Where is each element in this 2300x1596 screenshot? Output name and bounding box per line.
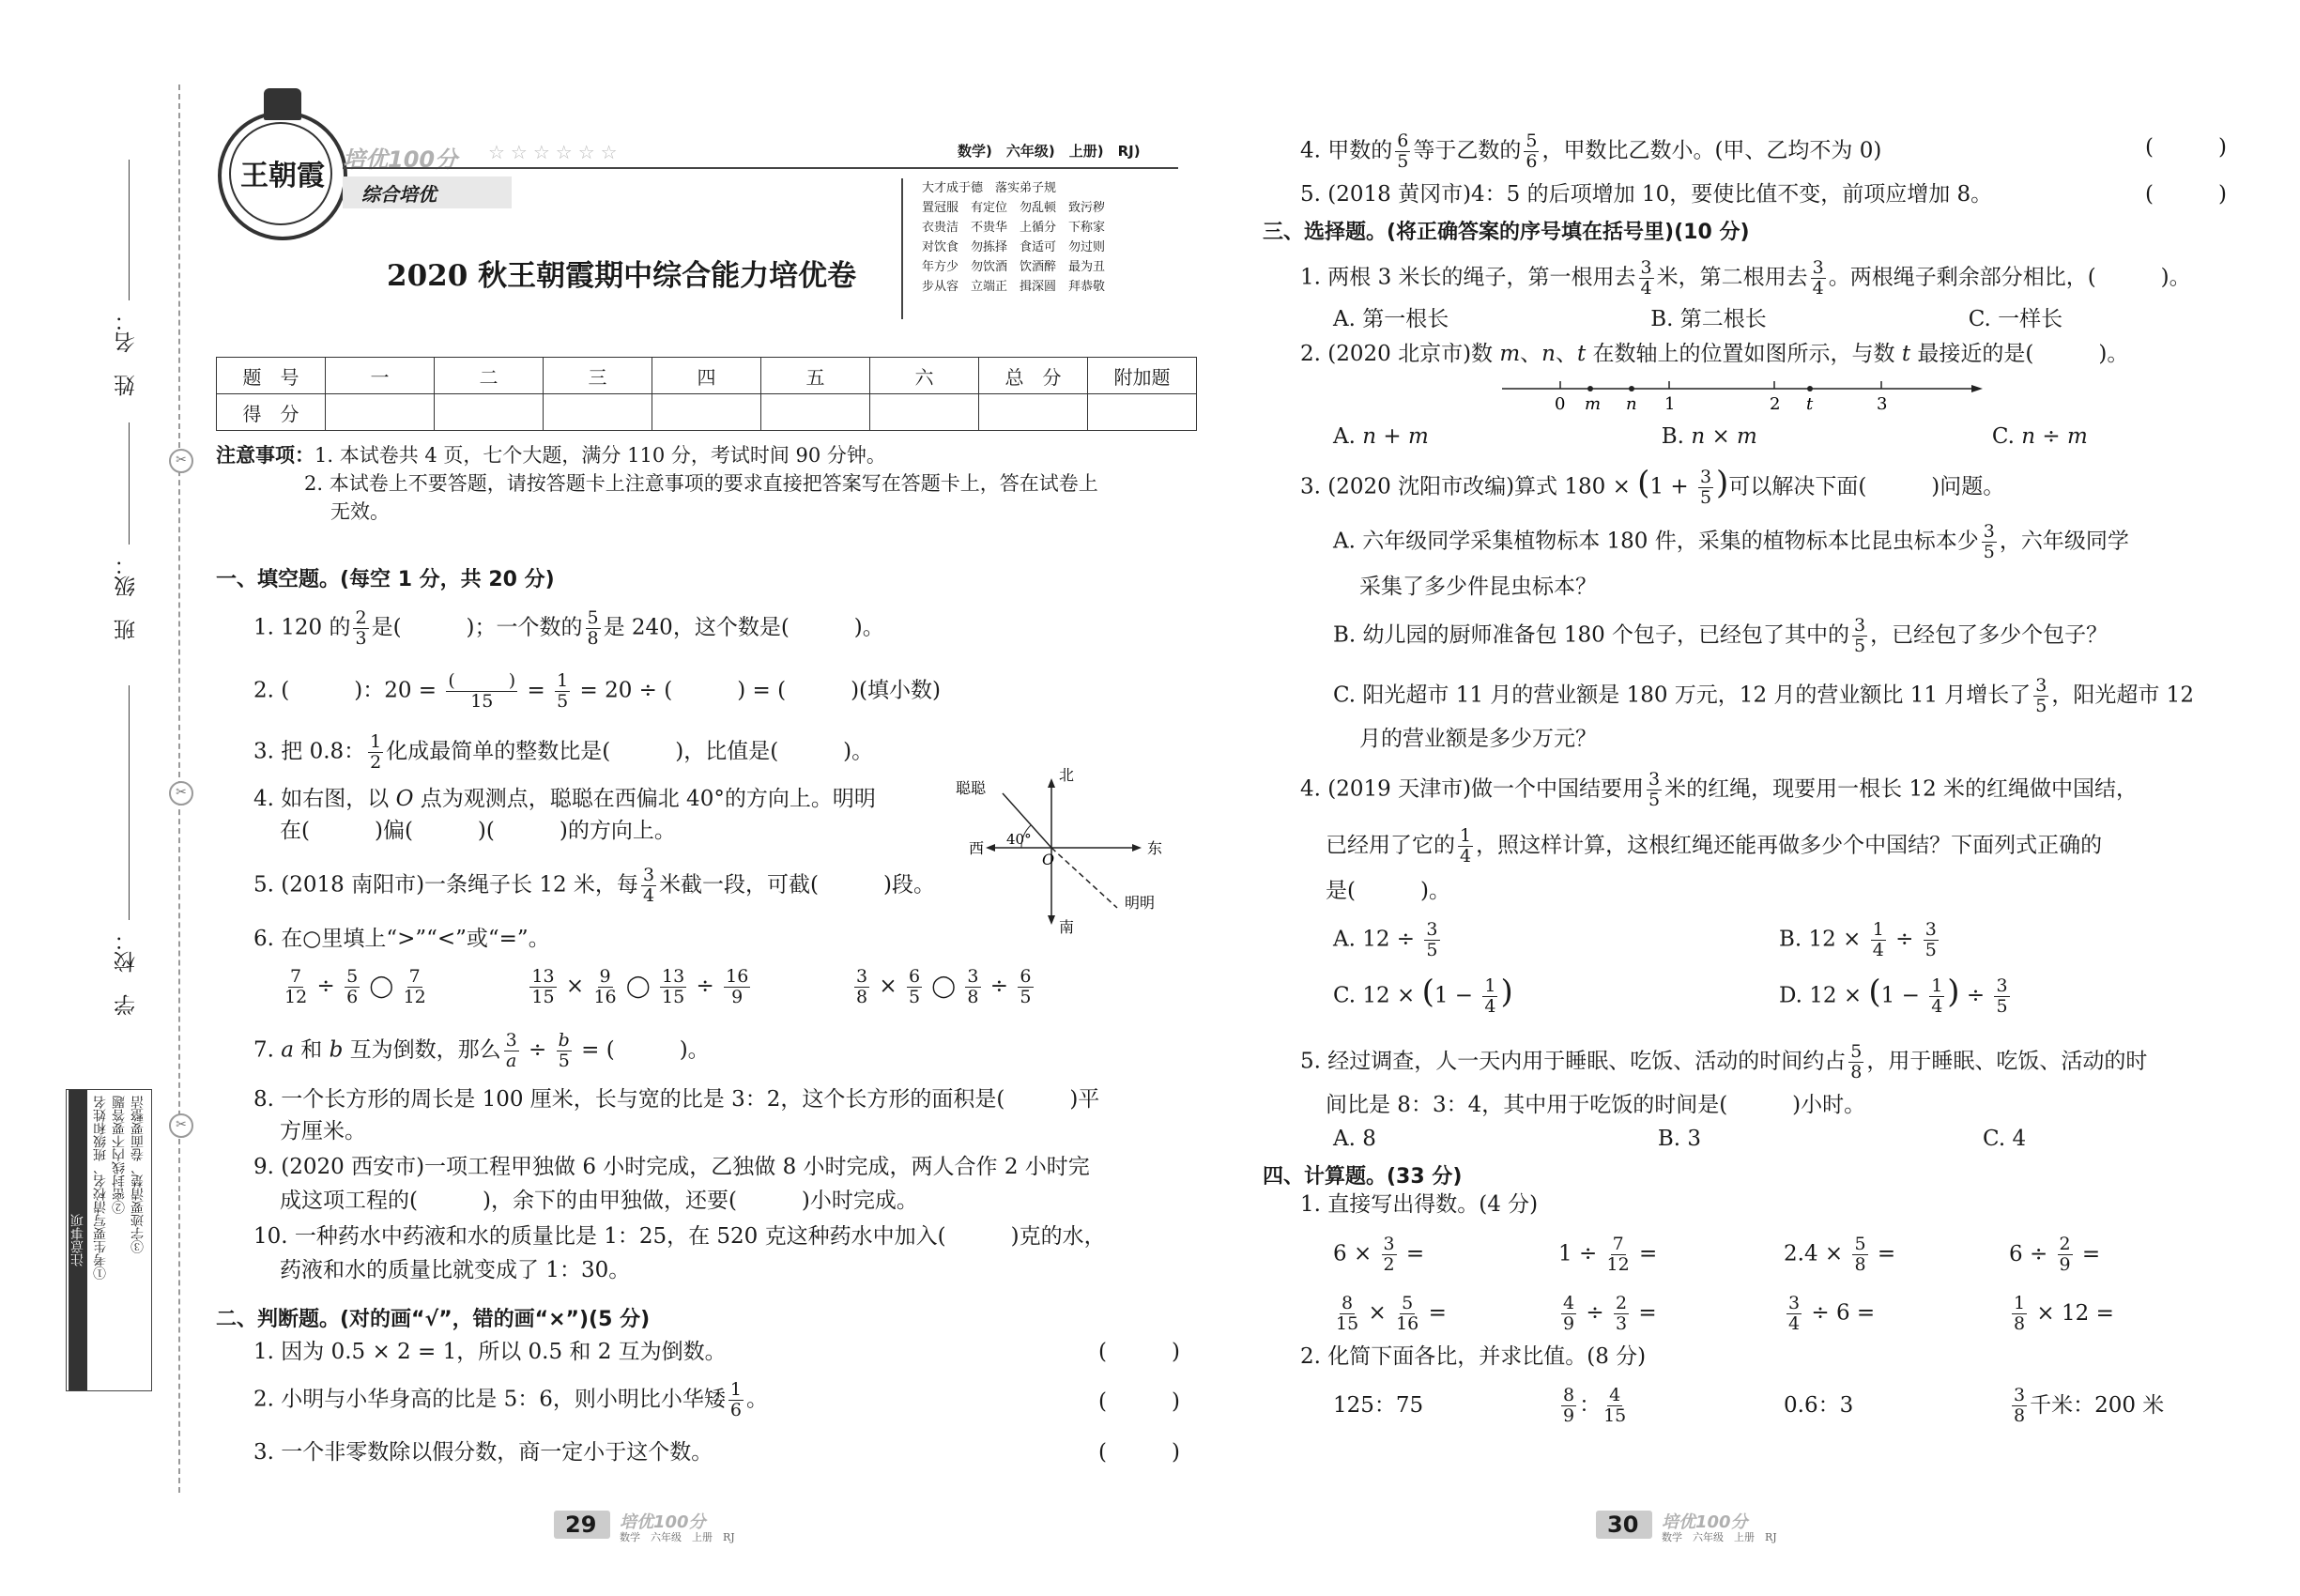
svg-text:西: 西: [969, 839, 985, 857]
question-1-5: 5. (2018 南阳市)一条绳子长 12 米，每 $\frac{3}{4}$ 米截一段，可截( )段。: [253, 865, 935, 906]
option-3-3-a: A. 六年级同学采集植物标本 180 件，采集的植物标本比昆虫标本少 $\frac{3}{5}$ ，六年级同学: [1333, 521, 2129, 562]
option-3-3-c: C. 阳光超市 11 月的营业额是 180 万元，12 月的营业额比 11 月增长了 $\frac{3}{5}$ ，阳光超市 12: [1333, 675, 2194, 716]
section-banner: 综合培优: [343, 176, 512, 208]
left-footer: 29 培优100分 数学 六年级 上册 RJ: [554, 1507, 836, 1544]
svg-text:3: 3: [1877, 394, 1888, 414]
option-3-4-d: D. 12 × (1 − $\frac{1}{4}$ ) ÷ $\frac{3}{5}$: [1779, 973, 2008, 1017]
question-1-10b: 药液和水的质量比就变成了 1：30。: [280, 1258, 631, 1282]
question-1-9b: 成这项工程的( )，余下的由甲独做，还要( )小时完成。: [280, 1189, 918, 1213]
question-3-3: 3. (2020 沈阳市改编)算式 180 × (1 + $\frac{3}{5}$ )可以解决下面( )问题。: [1300, 464, 2005, 508]
logo: 王朝霞: [218, 111, 347, 240]
section-1-title: 一、填空题。(每空 1 分，共 20 分): [216, 568, 555, 591]
right-footer: 30 培优100分 数学 六年级 上册 RJ: [1596, 1507, 1896, 1544]
ratio-row: 125：75 $\frac{8}{9}$ ： $\frac{4}{15}$ 0.6：3 $\frac{3}{8}$ 千米：200 米: [1333, 1385, 2165, 1426]
school-field[interactable]: [113, 685, 150, 1042]
name-label: 姓 名：: [115, 310, 139, 396]
svg-text:明明: 明明: [1125, 894, 1156, 912]
options-3-2: A. n + m B. n × m C. n ÷ m: [1333, 424, 2088, 449]
option-3-4-b: B. 12 × $\frac{1}{4}$ ÷ $\frac{3}{5}$: [1779, 919, 1937, 960]
section-3-title: 三、选择题。(将正确答案的序号填在括号里)(10 分): [1263, 221, 1750, 244]
answer-paren[interactable]: ( ): [1098, 1440, 1180, 1465]
answer-paren[interactable]: ( ): [2145, 135, 2227, 160]
answer-paren[interactable]: ( ): [1098, 1340, 1180, 1364]
question-2-4: 4. 甲数的 $\frac{6}{5}$ 等于乙数的 $\frac{5}{6}$ ，甲数比乙数小。(甲、乙均不为 0): [1300, 130, 1882, 172]
question-1-4: 4. 如右图，以 O 点为观测点，聪聪在西偏北 40°的方向上。明明: [253, 787, 876, 811]
calc-row-2: $\frac{8}{15}$ × $\frac{5}{16}$ = $\frac{4}{9}$ ÷ $\frac{2}{3}$ = $\frac{3}{4}$ ÷ 6 = $\frac{1}{8}$ × 12 =: [1336, 1293, 2114, 1334]
question-2-2: 2. 小明与小华身高的比是 5：6，则小明比小华矮 $\frac{1}{6}$ 。: [253, 1379, 768, 1420]
question-1-2: 2. ( )：20 = $\frac{( )}{15}$ = $\frac{1}{5}$ = 20 ÷ ( ) = ( )(填小数): [253, 670, 941, 712]
number-line: [1502, 376, 1990, 422]
subject-tags: 数学) 六年级) 上册) RJ): [958, 143, 1141, 160]
svg-text:北: 北: [1059, 766, 1075, 784]
svg-text:南: 南: [1059, 918, 1075, 934]
answer-paren[interactable]: ( ): [1098, 1389, 1180, 1414]
question-1-9: 9. (2020 西安市)一项工程甲独做 6 小时完成，乙独做 8 小时完成，两人合作 2 小时完: [253, 1155, 1090, 1179]
question-3-1: 1. 两根 3 米长的绳子，第一根用去 $\frac{3}{4}$ 米，第二根用去 $\frac{3}{4}$ 。两根绳子剩余部分相比，( )。: [1300, 257, 2191, 299]
option-3-3-a2: 采集了多少件昆虫标本？: [1359, 575, 1597, 599]
compass-diagram: [948, 765, 1183, 934]
svg-text:东: 东: [1147, 839, 1163, 857]
svg-text:0: 0: [1555, 394, 1566, 414]
question-1-1: 1. 120 的 $\frac{2}{3}$ 是( )；一个数的 $\frac{5}{8}$ 是 240，这个数是( )。: [253, 607, 884, 649]
scissor-icon: ✂: [169, 449, 193, 473]
question-3-5: 5. 经过调查，人一天内用于睡眠、吃饭、活动的时间约占 $\frac{5}{8}$ ，用于睡眠、吃饭、活动的时: [1300, 1041, 2148, 1082]
question-3-5b: 间比是 8：3：4，其中用于吃饭的时间是( )小时。: [1326, 1093, 1866, 1117]
svg-text:O: O: [1042, 851, 1055, 868]
question-1-6-items: $\frac{7}{12}$ ÷ $\frac{5}{6}$ ◯ $\frac{7}{12}$ $\frac{13}{15}$ × $\frac{9}{16}$ ◯ $\frac{13}{15}$ ÷ $\frac{16}{9}$ $\frac{3}{8}$ × $\frac{6}{5}$ ◯ $\frac{3}{8}$ ÷ $\frac{6}{5}$: [284, 966, 1032, 1007]
question-2-3: 3. 一个非零数除以假分数，商一定小于这个数。: [253, 1440, 713, 1465]
notice-box: 注意事项 ①考生要写清校名、班级和姓名 ②密封线内不要答题 ③字迹要清楚、卷面要整洁: [66, 1089, 152, 1391]
option-3-4-a: A. 12 ÷ $\frac{3}{5}$: [1333, 919, 1438, 960]
question-1-6: 6. 在○里填上“>”“<”或“=”。: [253, 927, 550, 951]
question-2-5: 5. (2018 黄冈市)4：5 的后项增加 10，要使比值不变，前项应增加 8。: [1300, 182, 1993, 207]
question-3-2: 2. (2020 北京市)数 m、n、t 在数轴上的位置如图所示，与数 t 最接近的是( )。: [1300, 342, 2129, 366]
svg-text:1: 1: [1664, 394, 1676, 414]
question-1-8: 8. 一个长方形的周长是 100 厘米，长与宽的比是 3：2，这个长方形的面积是( )平: [253, 1087, 1100, 1112]
question-3-4b: 已经用了它的 $\frac{1}{4}$ ，照这样计算，这根红绳还能再做多少个中国结？下面列式正确的: [1326, 825, 2103, 867]
question-1-7: 7. a 和 b 互为倒数，那么 $\frac{3}{a}$ ÷ $\frac{b}{5}$ = ( )。: [253, 1030, 710, 1071]
svg-text:m: m: [1585, 394, 1602, 414]
question-1-4b: 在( )偏( )( )的方向上。: [280, 819, 676, 843]
scissor-icon: ✂: [169, 781, 193, 806]
svg-text:n: n: [1626, 394, 1637, 414]
calc-row-1: 6 × $\frac{3}{2}$ = 1 ÷ $\frac{7}{12}$ = 2.4 × $\frac{5}{8}$ = 6 ÷ $\frac{2}{9}$ =: [1333, 1234, 2101, 1275]
school-label: 学 校：: [115, 929, 139, 1016]
scissor-icon: ✂: [169, 1113, 193, 1138]
section-4-title: 四、计算题。(33 分): [1263, 1165, 1463, 1189]
option-3-4-c: C. 12 × (1 − $\frac{1}{4}$ ): [1333, 973, 1513, 1017]
class-field[interactable]: [113, 422, 150, 648]
option-3-3-c2: 月的营业额是多少万元？: [1359, 727, 1597, 751]
svg-text:聪聪: 聪聪: [956, 779, 987, 797]
brand-label: 培优100分: [343, 146, 458, 173]
question-1-10: 10. 一种药水中药液和水的质量比是 1：25，在 520 克这种药水中加入( )克的水，: [253, 1224, 1106, 1249]
question-2-1: 1. 因为 0.5 × 2 = 1，所以 0.5 和 2 互为倒数。: [253, 1340, 727, 1364]
question-3-4c: 是( )。: [1326, 879, 1450, 903]
svg-text:2: 2: [1770, 394, 1781, 414]
name-field[interactable]: [113, 160, 150, 396]
svg-text:t: t: [1806, 394, 1814, 414]
section-2-title: 二、判断题。(对的画“√”，错的画“×”)(5 分): [216, 1308, 651, 1331]
question-1-3: 3. 把 0.8： $\frac{1}{2}$ 化成最简单的整数比是( )，比值是( )。: [253, 731, 874, 773]
answer-paren[interactable]: ( ): [2145, 182, 2227, 207]
options-3-1: A. 第一根长 B. 第二根长 C. 一样长: [1333, 307, 2063, 331]
options-3-5: A. 8 B. 3 C. 4: [1333, 1127, 2027, 1151]
paper-title: 2020 秋王朝霞期中综合能力培优卷: [387, 259, 857, 293]
motto-box: 大才成于德 落实弟子规 置冠服 有定位 勿乱顿 致污秽 衣贵洁 不贵华 上循分 下称家 对饮食 勿拣择 食适可 勿过则 年方少 勿饮酒 饮酒醉 最为丑 步从容 立端正 揖深圆 拜恭敬: [922, 181, 1106, 294]
stars: ☆☆☆☆☆☆: [488, 141, 623, 163]
question-4-1: 1. 直接写出得数。(4 分): [1300, 1192, 1539, 1217]
question-4-2: 2. 化简下面各比，并求比值。(8 分): [1300, 1344, 1647, 1369]
class-label: 班 级：: [115, 554, 139, 640]
notes: 注意事项：1. 本试卷共 4 页，七个大题，满分 110 分，考试时间 90 分钟。 2. 本试卷上不要答题，请按答题卡上注意事项的要求直接把答案写在答题卡上，答在试卷上 无效。: [216, 444, 1098, 523]
score-table: 题 号 一 二 三 四 五 六 总 分 附加题 得 分: [216, 357, 1197, 431]
question-1-8b: 方厘米。: [280, 1119, 366, 1143]
svg-text:40°: 40°: [1006, 831, 1032, 848]
question-3-4: 4. (2019 天津市)做一个中国结要用 $\frac{3}{5}$ 米的红绳，现要用一根长 12 米的红绳做中国结，: [1300, 769, 2139, 810]
option-3-3-b: B. 幼儿园的厨师准备包 180 个包子，已经包了其中的 $\frac{3}{5}$ ，已经包了多少个包子？: [1333, 615, 2108, 656]
